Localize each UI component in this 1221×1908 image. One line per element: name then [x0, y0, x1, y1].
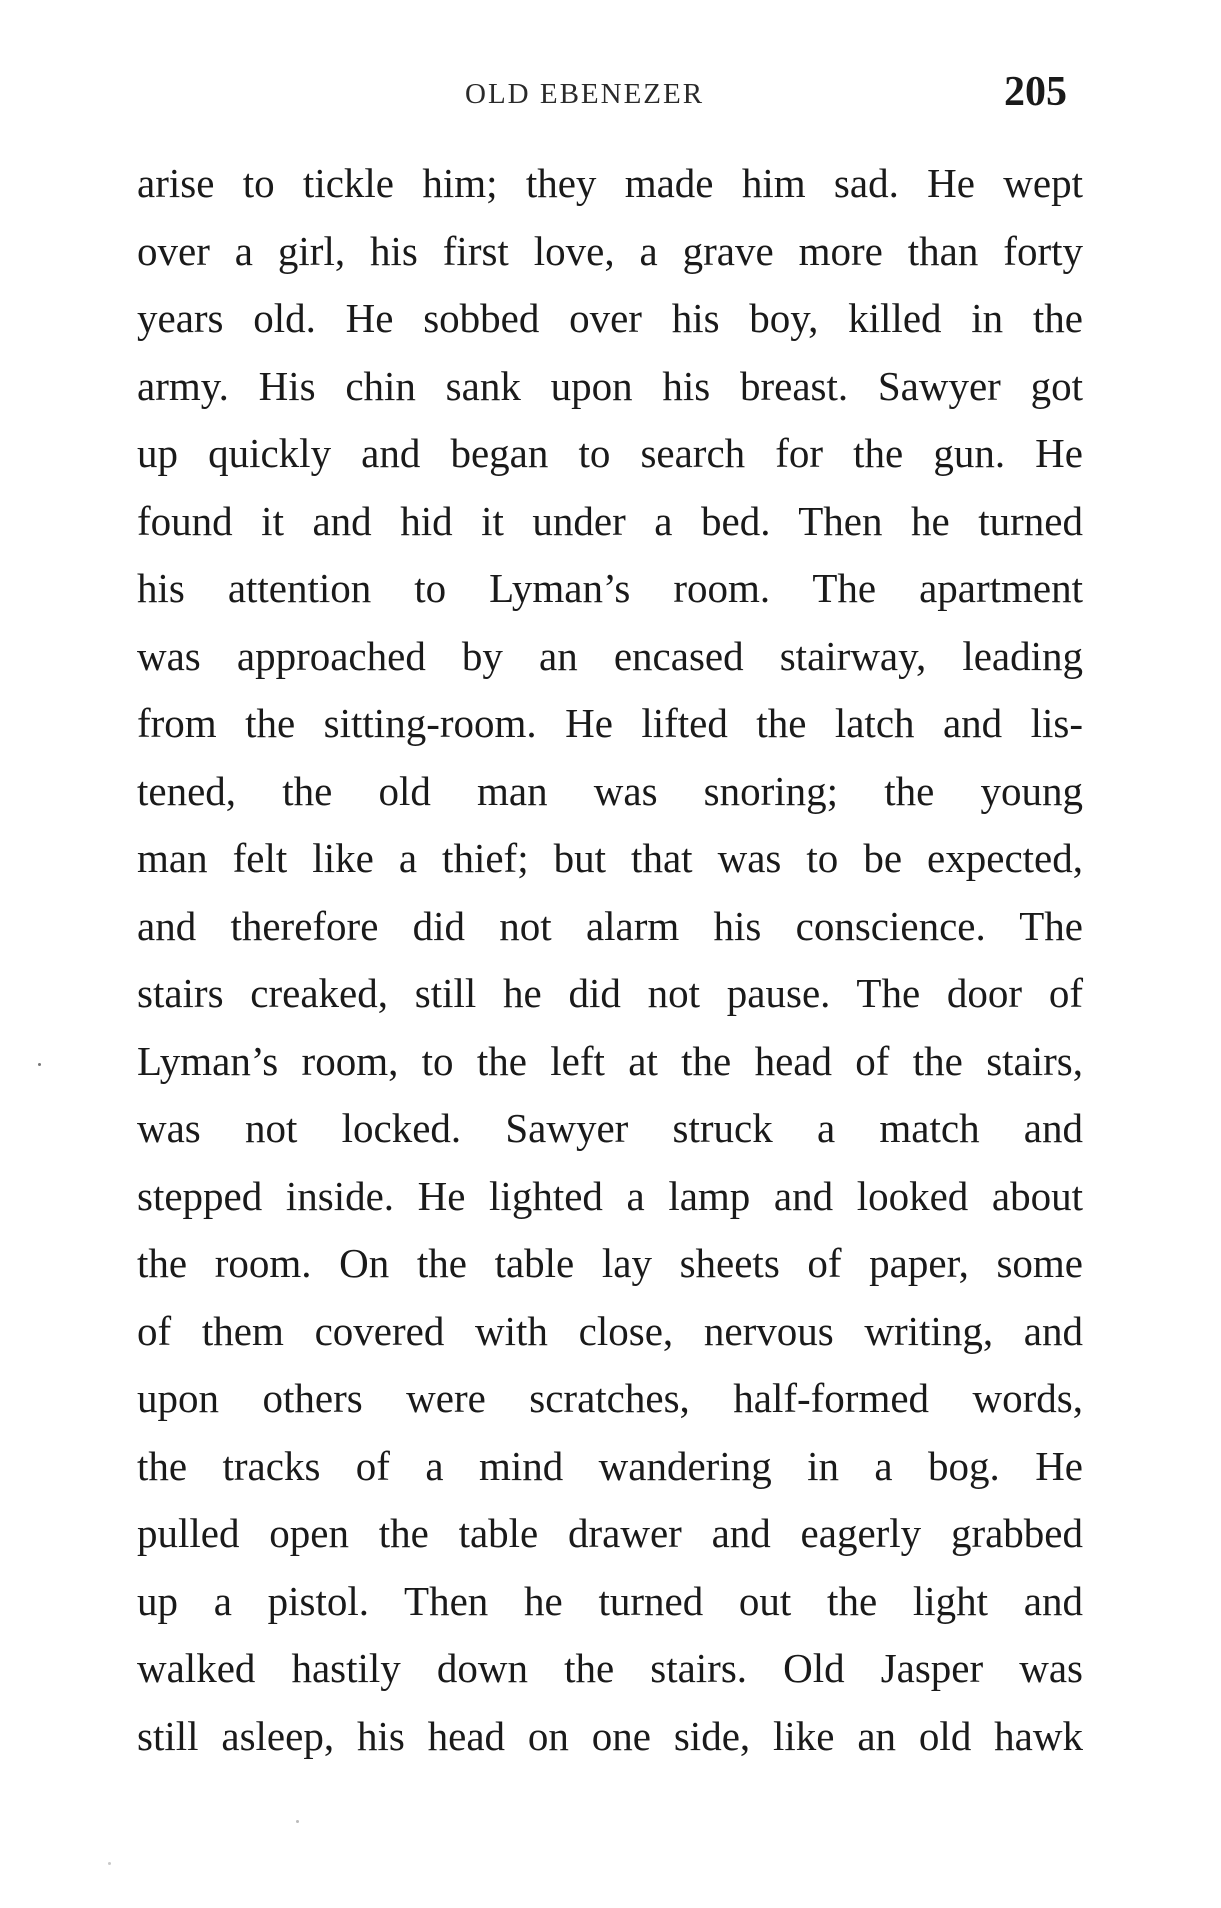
text-line: his attention to Lyman’s room. The apartment: [137, 565, 1083, 611]
text-line: walked hastily down the stairs. Old Jasper was: [137, 1645, 1083, 1691]
text-line: arise to tickle him; they made him sad. He wept: [137, 160, 1083, 206]
text-line: up a pistol. Then he turned out the light and: [137, 1577, 1083, 1624]
text-line: the tracks of a mind wandering in a bog. He: [137, 1442, 1083, 1489]
text-line: over a girl, his first love, a grave more than forty: [137, 227, 1083, 274]
text-line: up quickly and began to search for the gun. He: [137, 430, 1083, 476]
scan-speck: [108, 1862, 111, 1865]
scan-speck: [296, 1820, 299, 1823]
text-line: stairs creaked, still he did not pause. The door of: [137, 970, 1083, 1016]
text-line: tened, the old man was snoring; the young: [137, 767, 1083, 814]
text-line: found it and hid it under a bed. Then he turned: [137, 497, 1083, 544]
text-line: army. His chin sank upon his breast. Sawyer got: [137, 362, 1083, 409]
page-number: 205: [1004, 69, 1067, 115]
text-line: years old. He sobbed over his boy, killed in the: [137, 295, 1083, 341]
text-line: still asleep, his head on one side, like an old hawk: [137, 1712, 1083, 1759]
text-line: stepped inside. He lighted a lamp and looked about: [137, 1172, 1083, 1219]
text-line: of them covered with close, nervous writing, and: [137, 1307, 1083, 1354]
text-line: man felt like a thief; but that was to be expected,: [137, 835, 1083, 881]
body-text: [137, 150, 1083, 1770]
text-line: the room. On the table lay sheets of paper, some: [137, 1240, 1083, 1286]
text-line: was not locked. Sawyer struck a match and: [137, 1105, 1083, 1151]
text-line: from the sitting-room. He lifted the latch and lis-: [137, 700, 1083, 746]
text-line: Lyman’s room, to the left at the head of the stairs,: [137, 1037, 1083, 1084]
text-line: pulled open the table drawer and eagerly grabbed: [137, 1510, 1083, 1556]
scan-speck: [38, 1063, 41, 1066]
text-line: was approached by an encased stairway, leading: [137, 632, 1083, 679]
text-line: upon others were scratches, half-formed words,: [137, 1375, 1083, 1421]
running-head: OLD EBENEZER: [465, 78, 705, 110]
text-line: and therefore did not alarm his conscience. The: [137, 902, 1083, 949]
